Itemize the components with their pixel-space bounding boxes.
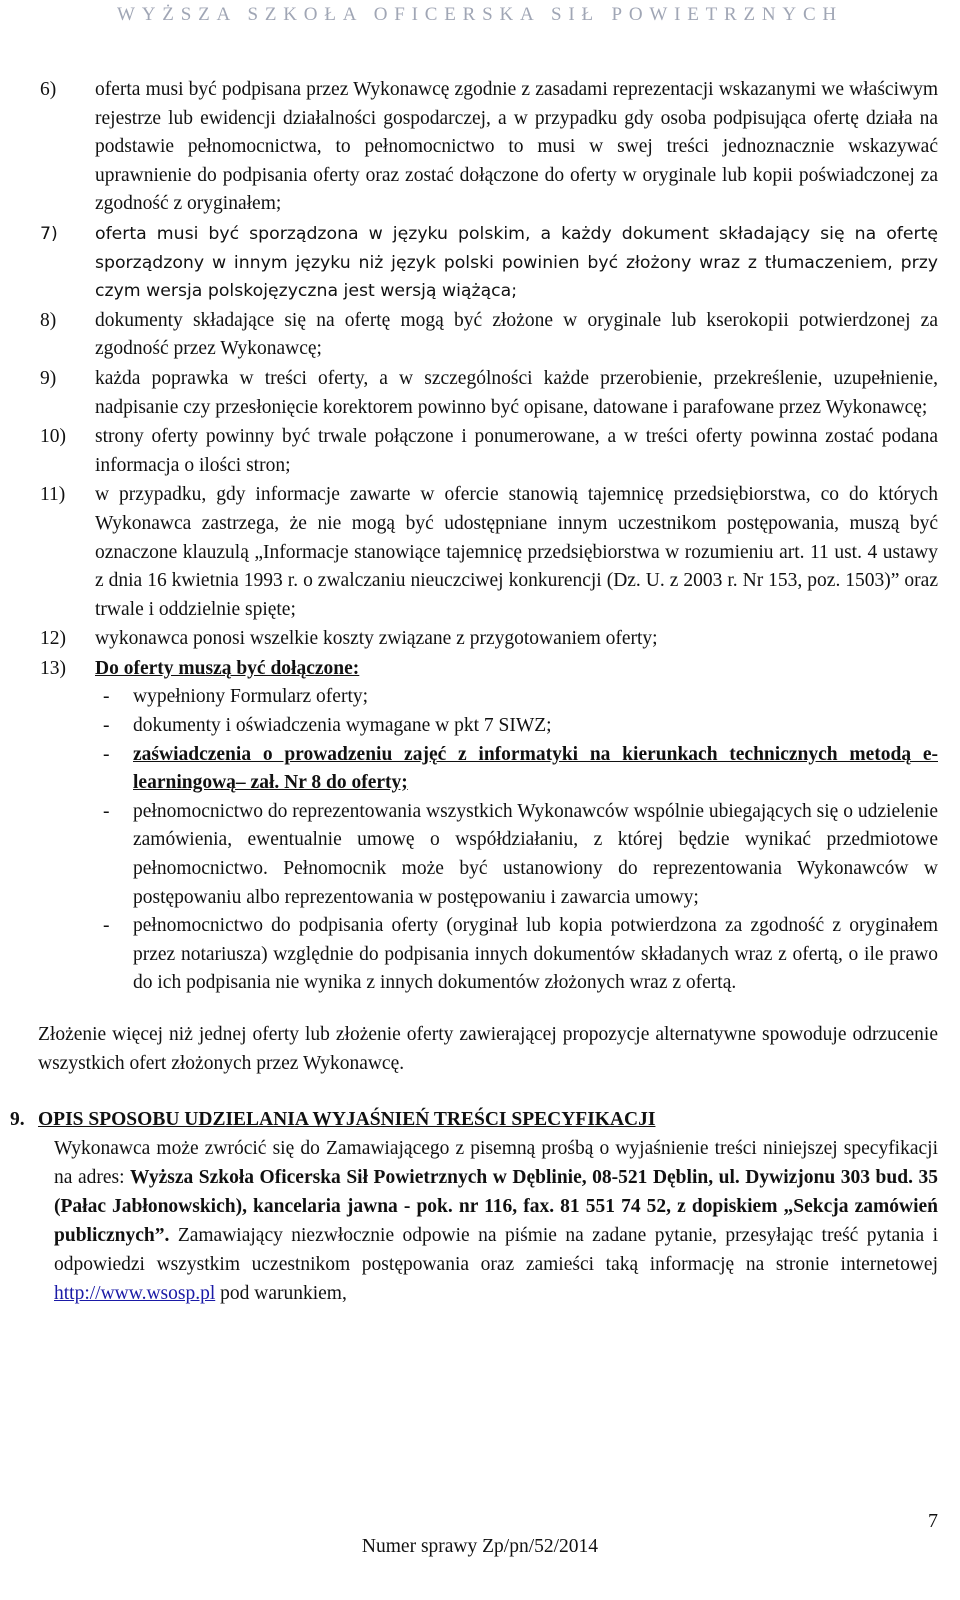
sub-item-text: wypełniony Formularz oferty; (133, 686, 369, 708)
list-item (0, 76, 960, 219)
list-item (0, 365, 960, 422)
item-number: 8) (40, 309, 57, 331)
sub-item-text: pełnomocnictwo do podpisania oferty (oryginał lub kopia potwierdzona za zgodność z oryginałem przez notariusza) względnie do podpisania innych dokumentów składanych wraz z ofertą, o ile prawo do ich podpisania nie wynika z innych dokumentów złożonych wraz z ofertą. (133, 915, 938, 994)
item-number: 6) (40, 79, 57, 100)
sub-item-text: dokumenty i oświadczenia wymagane w pkt 7 SIWZ; (133, 715, 552, 737)
item-number: 13) (40, 657, 66, 679)
dash-marker: - (103, 686, 110, 708)
dash-marker: - (103, 715, 110, 737)
item-text: wykonawca ponosi wszelkie koszty związane z przygotowaniem oferty; (95, 628, 658, 650)
item-number: 10) (40, 426, 66, 448)
dash-marker: - (103, 743, 110, 765)
sub-list-item (95, 683, 938, 712)
item-text: strony oferty powinny być trwale połączone i ponumerowane, a w treści oferty powinna zostać podana informacja o ilości stron; (95, 426, 938, 476)
section-heading (0, 1105, 960, 1134)
list-item (0, 655, 960, 998)
section-rest: Zamawiający niezwłocznie odpowie na piśmie na zadane pytanie, przesyłając treść pytania i odpowiedzi wszystkim uczestnikom postępowania oraz zamieści taką informację na stronie internetowej (54, 1225, 938, 1275)
sub-list-item (95, 912, 938, 998)
item-number: 9) (40, 367, 57, 389)
document-header: WYŻSZA SZKOŁA OFICERSKA SIŁ POWIETRZNYCH (117, 4, 843, 25)
list-item (0, 307, 960, 364)
address-text: Wyższa Szkoła Oficerska Sił Powietrznych w Dęblinie, 08-521 Dęblin, ul. Dywizjonu 303 bud. 35 (Pałac Jabłonowskich), kancelaria jawna - pok. nr 116, fax. 81 551 74 52, z dopiskiem „Sekcja zamówień publicznych”. (54, 1167, 938, 1246)
section-tail: pod warunkiem, (215, 1283, 347, 1304)
item-number: 11) (40, 484, 66, 506)
item-text: oferta musi być podpisana przez Wykonawcę zgodnie z zasadami reprezentacji wskazanymi we właściwym rejestrze lub ewidencji działalności gospodarczej, a w przypadku gdy osoba podpisująca ofertę działa na podstawie pełnomocnictwa, to pełnomocnictwo to musi w swej treści jednoznacznie wskazywać uprawnienie do podpisania oferty oraz zostać dołączone do oferty w oryginale lub kopii poświadczonej za zgodność z oryginałem; (95, 79, 938, 215)
item-text: w przypadku, gdy informacje zawarte w ofercie stanowią tajemnicę przedsiębiorstwa, co do których Wykonawca zastrzega, że nie mogą być udostępniane innym uczestnikom postępowania, muszą być oznaczone klauzulą „Informacje stanowiące tajemnicę przedsiębiorstwa w rozumieniu art. 11 ust. 4 ustawy z dnia 16 kwietnia 1993 r. o zwalczaniu nieuczciwej konkurencji (Dz. U. z 2003 r. Nr 153, poz. 1503)” oraz trwale i oddzielnie spięte; (95, 484, 938, 620)
list-item (0, 481, 960, 624)
list-item (0, 220, 960, 306)
attachments-heading: Do oferty muszą być dołączone: (95, 657, 360, 679)
item-number: 12) (40, 628, 66, 650)
case-number: Numer sprawy Zp/pn/52/2014 (361, 1536, 599, 1557)
dash-marker: - (103, 800, 110, 822)
document-body (0, 76, 960, 1308)
rejection-paragraph: Złożenie więcej niż jednej oferty lub złożenie oferty zawierającej propozycje alternatywne spowoduje odrzucenie wszystkich ofert złożonych przez Wykonawcę. (38, 1024, 938, 1074)
section-title: OPIS SPOSOBU UDZIELANIA WYJAŚNIEŃ TREŚCI SPECYFIKACJI (38, 1109, 656, 1130)
list-item (0, 423, 960, 480)
sub-list-item (95, 798, 938, 912)
sub-list-item (95, 741, 938, 798)
page-number: 7 (928, 1510, 938, 1532)
list-item (0, 625, 960, 654)
item-text: dokumenty składające się na ofertę mogą być złożone w oryginale lub kserokopii potwierdzonej za zgodność przez Wykonawcę; (95, 309, 938, 360)
sub-item-text: pełnomocnictwo do reprezentowania wszystkich Wykonawców wspólnie ubiegających się o udzielenie zamówienia, ewentualnie umowę o współdziałaniu, z której będzie wynikać przedmiotowe pełnomocnictwo. Pełnomocnik może być ustanowiony do reprezentowania Wykonawców w postępowaniu albo reprezentowania w postępowaniu i zawarcia umowy; (133, 800, 938, 908)
item-text: oferta musi być sporządzona w języku polskim, a każdy dokument składający się na ofertę sporządzony w innym języku niż język polski powinien być złożony wraz z tłumaczeniem, przy czym wersja polskojęzyczna jest wersją wiążąca; (95, 223, 938, 302)
sub-item-text: zaświadczenia o prowadzeniu zajęć z informatyki na kierunkach technicznych metodą e-learningową– zał. Nr 8 do oferty; (133, 743, 938, 794)
sub-list-item (95, 712, 938, 741)
website-link[interactable]: http://www.wsosp.pl (54, 1283, 216, 1304)
section-number: 9. (10, 1109, 25, 1130)
section-intro: Wykonawca może zwrócić się do Zamawiającego z pisemną prośbą o wyjaśnienie treści niniejszej specyfikacji na adres: (54, 1138, 938, 1188)
section-body (0, 1134, 960, 1308)
item-text: każda poprawka w treści oferty, a w szczególności każde przerobienie, przekreślenie, uzupełnienie, nadpisanie czy przesłonięcie korektorem powinno być opisane, datowane i parafowane przez Wykonawcę; (95, 367, 938, 418)
item-number: 7) (40, 223, 58, 244)
dash-marker: - (103, 915, 110, 937)
